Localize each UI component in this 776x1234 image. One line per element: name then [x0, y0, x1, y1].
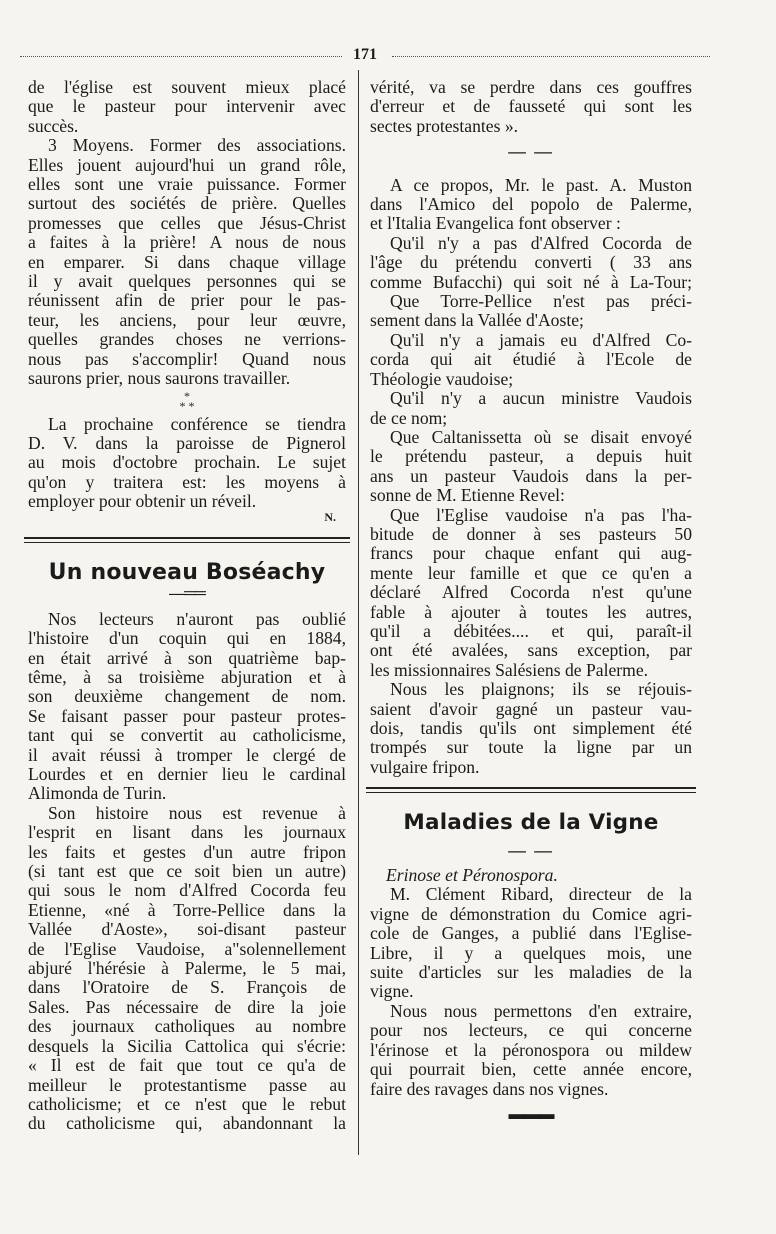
text-line: qu'il a débitées.... et qui, paraît-il: [370, 620, 692, 641]
text-line: et l'Italia Evangelica font observer :: [370, 213, 621, 234]
text-line: La prochaine conférence se tiendra: [48, 413, 346, 434]
text-line: l'esprit en lisant dans les journaux: [28, 822, 346, 843]
article-title-boseachy: Un nouveau Boséachy: [48, 559, 326, 585]
text-line: francs pour chaque enfant qui aug-: [370, 543, 692, 564]
text-line: l'érinose et la péronospora ou mildew: [370, 1039, 692, 1060]
text-line: cole de Ganges, a publié dans l'Eglise-: [370, 923, 692, 944]
right-column: [370, 78, 692, 1124]
article-paragraph-2: [28, 804, 346, 1134]
text-line: Nous les plaignons; ils se réjouis-: [390, 679, 692, 700]
text-line: sement dans la Vallée d'Aoste;: [370, 310, 584, 331]
text-line: sonne de M. Etienne Revel:: [370, 485, 565, 506]
text-line: les missionnaires Salésiens de Palerme.: [370, 659, 649, 680]
text-line: Qu'il n'y a aucun ministre Vaudois: [390, 388, 692, 409]
text-line: promesses que celles que Jésus-Christ: [28, 212, 346, 233]
signature: N.: [324, 509, 336, 524]
intro-paragraph: [28, 78, 346, 136]
text-line: le prétendu pasteur, a depuis huit: [370, 446, 692, 467]
text-line: abjuré l'hérésie à Palerme, le 5 mai,: [28, 958, 346, 979]
text-line: elles sont une vraie puissance. Former: [28, 174, 346, 195]
text-line: qui sous le nom d'Alfred Cocorda feu: [28, 880, 346, 901]
muston-paragraph: [370, 176, 692, 234]
text-line: suite d'articles sur les maladies de la: [370, 962, 692, 983]
text-line: D. V. dans la paroisse de Pignerol: [28, 432, 346, 453]
text-line: déclaré Alfred Cocorda n'est qu'une: [370, 582, 692, 603]
text-line: meilleur le protestantisme passe au: [28, 1074, 346, 1095]
text-line: en était arrivé à son quatrième bap-: [28, 647, 346, 668]
page-header: [20, 46, 765, 66]
text-line: en emparer. Si dans chaque village: [28, 251, 346, 272]
column-divider: [358, 70, 359, 1155]
text-line: A ce propos, Mr. le past. A. Muston: [390, 174, 692, 195]
text-line: Son histoire nous est revenue à: [48, 802, 346, 823]
text-line: que le pasteur pour intervenir avec: [28, 96, 346, 117]
header-rule-right: [392, 56, 710, 59]
text-line: dois, tandis qu'ils ont simplement été: [370, 718, 692, 738]
text-line: corda qui ait étudié à l'Ecole de: [370, 349, 692, 370]
text-line: quelles grandes choses ne verrions-: [28, 329, 346, 350]
text-line: bitude de donner à ses pasteurs 50: [370, 523, 692, 544]
text-line: Elles jouent aujourd'hui un grand rôle,: [28, 154, 346, 175]
text-line: de l'Eglise Vaudoise, a"solennellement: [28, 938, 346, 959]
text-line: des journaux catholiques au nombre: [28, 1016, 346, 1037]
text-line: « Il est de fait que tout ce qu'a de: [28, 1055, 346, 1076]
text-line: Sales. Pas nécessaire de dire la joie: [28, 996, 346, 1017]
text-line: il y avait quelques personnes qui se: [28, 271, 346, 292]
conference-paragraph: [28, 415, 346, 512]
text-line: dans l'Amico del popolo de Palerme,: [370, 194, 692, 215]
text-line: Que l'Eglise vaudoise n'a pas l'ha-: [390, 504, 692, 525]
text-line: tême, à sa troisième abjuration et à: [28, 666, 346, 687]
text-line: Nos lecteurs n'auront pas oublié: [48, 608, 346, 629]
text-line: M. Clément Ribard, directeur de la: [390, 884, 692, 905]
separator-dash: — —: [508, 141, 554, 162]
text-line: desquels la Sicilia Cattolica qui s'écrie:: [28, 1035, 346, 1056]
text-line: l'histoire d'un coquin qui en 1884,: [28, 628, 346, 649]
text-line: vigne de démonstration du Comice agri-: [370, 903, 692, 924]
text-line: Qu'il n'y a pas d'Alfred Cocorda de: [390, 232, 692, 253]
end-ornament: ▬▬▬: [508, 1105, 554, 1123]
text-line: il avait réussi à tromper le clergé de: [28, 744, 346, 765]
text-line: ont été avalées, sans exception, par: [370, 640, 692, 661]
text-line: saient d'avoir gagné un pasteur vau-: [370, 698, 692, 719]
text-line: son deuxième changement de nom.: [28, 686, 346, 707]
section-rule: [24, 537, 350, 543]
text-line: de l'église est souvent mieux placé: [28, 77, 346, 97]
continuation-paragraph: [370, 78, 692, 136]
text-line: Que Caltanissetta où se disait envoyé: [390, 426, 692, 447]
text-line: d'erreur et de fausseté qui sont les: [370, 96, 692, 117]
asterism: * * *: [179, 388, 195, 413]
text-line: Alimonda de Turin.: [28, 783, 167, 804]
text-line: trompés sur toute la ligne par un: [370, 737, 692, 758]
text-line: surtout des sociétés de prière. Quelles: [28, 193, 346, 214]
separator-dash: — —: [508, 839, 554, 860]
text-line: saurons prier, nous saurons travailler.: [28, 368, 291, 389]
text-line: sectes protestantes ».: [370, 115, 519, 136]
subtitle: [370, 866, 692, 885]
text-line: pour nos lecteurs, ce qui concerne: [370, 1020, 692, 1041]
text-line: employer pour obtenir un réveil.: [28, 491, 257, 512]
text-line: Que Torre-Pellice n'est pas préci-: [390, 291, 692, 312]
moyens-paragraph: [28, 136, 346, 388]
text-line: du catholicisme qui, abandonnant la: [28, 1113, 346, 1134]
text-line: 3 Moyens. Former des associations.: [48, 135, 346, 156]
text-line: tant qui se convertit au catholicisme,: [28, 725, 346, 746]
text-line: Théologie vaudoise;: [370, 368, 514, 389]
text-line: l'âge du prétendu converti ( 33 ans: [370, 252, 692, 273]
page-number: 171: [353, 46, 377, 63]
text-line: Vallée d'Aoste», soi-disant pasteur: [28, 919, 346, 940]
subtitle-text: Erinose et Péronospora.: [386, 865, 558, 886]
text-line: vigne.: [370, 981, 414, 1002]
text-line: vérité, va se perdre dans ces gouffres: [370, 77, 692, 97]
text-line: ans un pasteur Vaudois dans la per-: [370, 465, 692, 486]
text-line: fable à ajouter à toutes les autres,: [370, 601, 692, 622]
text-line: (si tant est que ce soit bien un autre): [28, 861, 346, 882]
left-column: [28, 78, 346, 1134]
text-line: de ce nom;: [370, 407, 448, 428]
text-line: qu'on y traitera est: les moyens à: [28, 471, 346, 492]
text-line: réunissent afin de prier pour le pas-: [28, 290, 346, 311]
text-line: Etienne, «né à Torre-Pellice dans la: [28, 899, 346, 920]
title-ornament: —══: [169, 585, 205, 603]
text-line: Se faisant passer pour pasteur protes-: [28, 705, 346, 726]
text-line: nous pas s'accomplir! Quand nous: [28, 348, 346, 369]
article-title-vigne: Maladies de la Vigne: [403, 810, 659, 836]
vigne-paragraph-1: [370, 885, 692, 1001]
article-paragraph-1: [28, 610, 346, 804]
section-rule: [366, 787, 696, 793]
text-line: Libre, il y a quelques mois, une: [370, 942, 692, 963]
vigne-paragraph-2: [370, 1002, 692, 1099]
text-line: au mois d'octobre prochain. Le sujet: [28, 452, 346, 473]
points-paragraph: [370, 234, 692, 777]
text-line: qui pourrait bien, cette année encore,: [370, 1059, 692, 1080]
text-line: Lourdes et en dernier lieu le cardinal: [28, 764, 346, 784]
text-line: Qu'il n'y a jamais eu d'Alfred Co-: [390, 329, 692, 350]
header-rule-left: [20, 56, 342, 59]
text-line: comme Bufacchi) qui soit né à La-Tour;: [370, 271, 692, 292]
text-line: catholicisme; et ce n'est que le rebut: [28, 1093, 346, 1114]
text-line: Nous nous permettons d'en extraire,: [390, 1000, 692, 1021]
text-line: faire des ravages dans nos vignes.: [370, 1078, 609, 1099]
text-line: a faites à la prière! A nous de nous: [28, 232, 346, 253]
text-line: teur, les anciens, pour leur œuvre,: [28, 309, 346, 330]
text-line: mente leur famille et que ce qu'en a: [370, 562, 692, 583]
text-line: dans l'Oratoire de S. François de: [28, 977, 346, 998]
text-line: les faits et gestes d'un autre fripon: [28, 841, 346, 862]
text-line: succès.: [28, 115, 79, 136]
text-line: vulgaire fripon.: [370, 756, 480, 777]
